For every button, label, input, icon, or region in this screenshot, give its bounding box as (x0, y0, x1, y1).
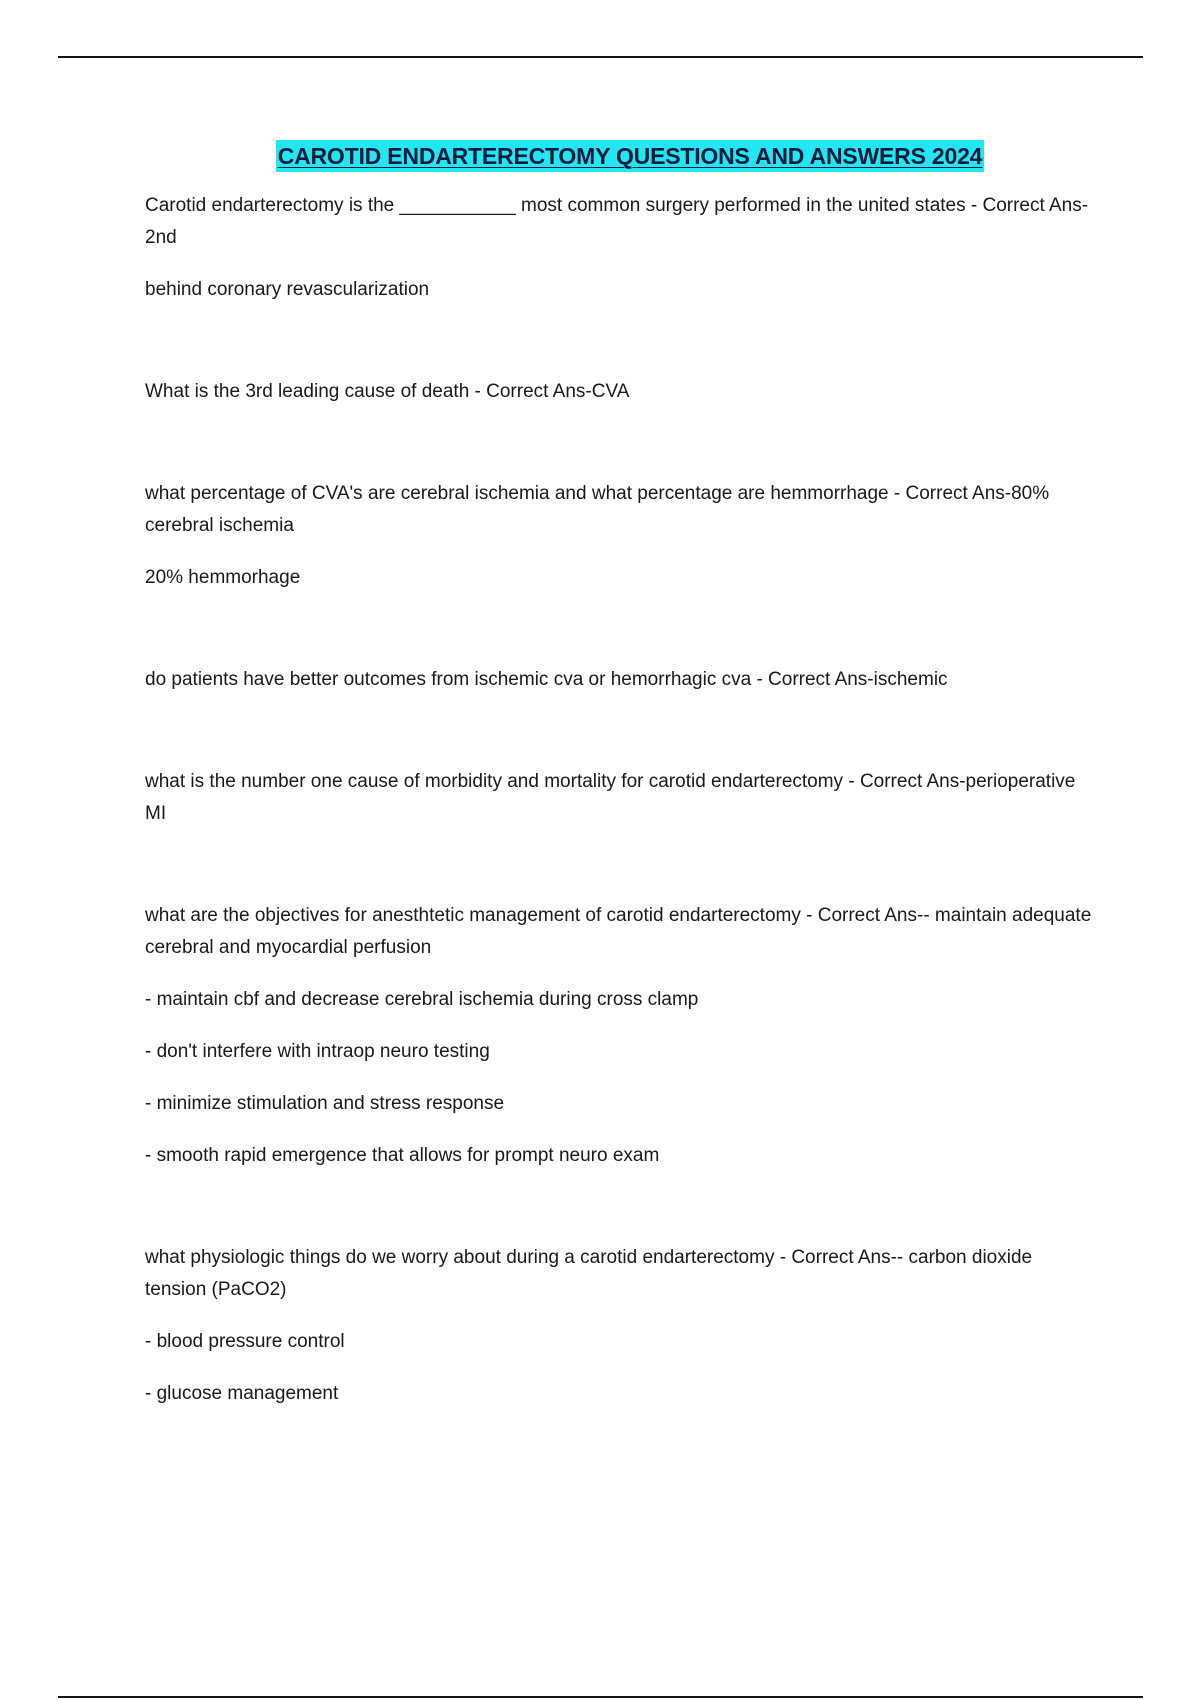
bottom-rule (58, 1696, 1143, 1698)
qa-line: - minimize stimulation and stress response (145, 1093, 505, 1114)
qa-line: - blood pressure control (145, 1331, 345, 1352)
top-rule (58, 56, 1143, 58)
qa-line: Carotid endarterectomy is the ___________ most common surgery performed in the united states - Correct Ans-2nd (145, 195, 1089, 248)
qa-block-3 (145, 478, 1095, 594)
qa-line: what are the objectives for anesthtetic management of carotid endarterectomy - Correct Ans-- maintain adequate cerebral and myocardial perfusion (145, 905, 1092, 958)
document-page (145, 140, 1095, 1410)
document-title: CAROTID ENDARTERECTOMY QUESTIONS AND ANSWERS 2024 (276, 140, 985, 172)
title-wrap (145, 140, 1095, 172)
qa-block-4 (145, 664, 1095, 696)
qa-line: what percentage of CVA's are cerebral ischemia and what percentage are hemmorrhage - Correct Ans-80% cerebral ischemia (145, 483, 1050, 536)
qa-line: What is the 3rd leading cause of death - Correct Ans-CVA (145, 381, 630, 402)
qa-block-2 (145, 376, 1095, 408)
qa-line: 20% hemmorhage (145, 567, 301, 588)
qa-line: do patients have better outcomes from ischemic cva or hemorrhagic cva - Correct Ans-ischemic (145, 669, 948, 690)
qa-block-7 (145, 1242, 1095, 1410)
qa-block-6 (145, 900, 1095, 1172)
qa-block-1 (145, 190, 1095, 306)
qa-line: behind coronary revascularization (145, 279, 430, 300)
qa-line: what physiologic things do we worry about during a carotid endarterectomy - Correct Ans-- carbon dioxide tension (PaCO2) (145, 1247, 1033, 1300)
qa-line: - don't interfere with intraop neuro testing (145, 1041, 490, 1062)
qa-line: what is the number one cause of morbidity and mortality for carotid endarterectomy - Correct Ans-perioperative MI (145, 771, 1076, 824)
qa-line: - glucose management (145, 1383, 339, 1404)
qa-block-5 (145, 766, 1095, 830)
qa-line: - maintain cbf and decrease cerebral ischemia during cross clamp (145, 989, 699, 1010)
qa-line: - smooth rapid emergence that allows for prompt neuro exam (145, 1145, 660, 1166)
